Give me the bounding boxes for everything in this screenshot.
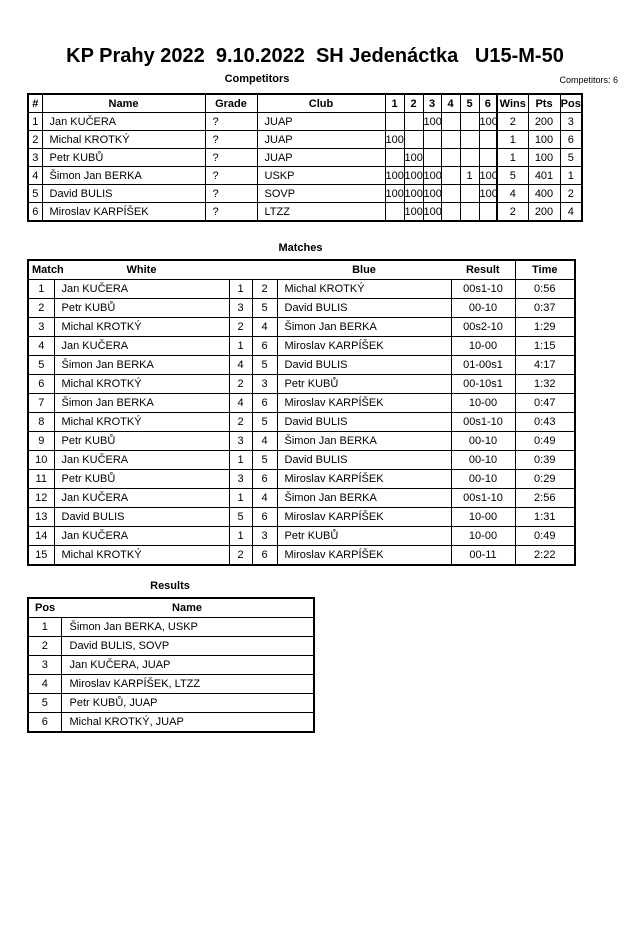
match-time: 0:43 (515, 413, 575, 432)
blue-number: 3 (252, 375, 277, 394)
result-row (28, 618, 314, 637)
match-row (28, 318, 575, 337)
blue-number: 5 (252, 356, 277, 375)
white-name: Jan KUČERA (54, 337, 229, 356)
match-row (28, 299, 575, 318)
score-cell: 100 (404, 167, 423, 185)
match-number: 10 (28, 451, 54, 470)
competitor-pos: 6 (560, 131, 582, 149)
competitor-pos: 4 (560, 203, 582, 222)
col-name: Name (42, 94, 205, 113)
competitor-pts: 100 (528, 149, 560, 167)
competitor-pos: 2 (560, 185, 582, 203)
white-number: 1 (229, 337, 252, 356)
competitor-club: SOVP (257, 185, 385, 203)
competitor-name: Miroslav KARPÍŠEK (42, 203, 205, 222)
result-row (28, 637, 314, 656)
match-number: 9 (28, 432, 54, 451)
competitor-name: David BULIS (42, 185, 205, 203)
score-cell (385, 149, 404, 167)
result-name: Michal KROTKÝ, JUAP (61, 713, 314, 733)
competitor-wins: 1 (497, 149, 528, 167)
match-result: 00s1-10 (451, 489, 515, 508)
match-row (28, 470, 575, 489)
competitor-number: 2 (28, 131, 42, 149)
competitors-section-heading: Competitors (224, 73, 290, 85)
results-header (28, 598, 314, 618)
score-cell (404, 131, 423, 149)
col-pos: Pos (28, 598, 61, 618)
score-cell (460, 113, 479, 131)
match-number: 6 (28, 375, 54, 394)
competitors-table (27, 93, 583, 222)
blue-number: 4 (252, 432, 277, 451)
blue-name: Petr KUBŮ (277, 527, 451, 546)
result-pos: 1 (28, 618, 61, 637)
competitors-header (28, 94, 582, 113)
white-number: 1 (229, 280, 252, 299)
col-grade: Grade (205, 94, 257, 113)
blue-number: 6 (252, 508, 277, 527)
match-time: 1:29 (515, 318, 575, 337)
competitor-number: 6 (28, 203, 42, 222)
match-time: 4:17 (515, 356, 575, 375)
result-pos: 6 (28, 713, 61, 733)
match-time: 0:49 (515, 432, 575, 451)
competitor-grade: ? (205, 203, 257, 222)
match-time: 0:29 (515, 470, 575, 489)
blue-number: 5 (252, 299, 277, 318)
score-cell: 100 (479, 185, 497, 203)
result-pos: 4 (28, 675, 61, 694)
col-score-2: 2 (404, 94, 423, 113)
match-row (28, 508, 575, 527)
competitor-name: Michal KROTKÝ (42, 131, 205, 149)
match-row (28, 394, 575, 413)
result-name: David BULIS, SOVP (61, 637, 314, 656)
match-number: 7 (28, 394, 54, 413)
blue-name: David BULIS (277, 356, 451, 375)
competitor-club: LTZZ (257, 203, 385, 222)
result-name: Petr KUBŮ, JUAP (61, 694, 314, 713)
competitor-number: 3 (28, 149, 42, 167)
white-name: Michal KROTKÝ (54, 413, 229, 432)
match-time: 0:39 (515, 451, 575, 470)
blue-number: 6 (252, 337, 277, 356)
match-number: 5 (28, 356, 54, 375)
match-result: 10-00 (451, 527, 515, 546)
score-cell: 100 (479, 113, 497, 131)
competitor-pts: 200 (528, 113, 560, 131)
match-result: 01-00s1 (451, 356, 515, 375)
competitor-number: 1 (28, 113, 42, 131)
match-time: 0:47 (515, 394, 575, 413)
col-blue: Blue (277, 260, 451, 280)
score-cell (423, 131, 441, 149)
match-number: 3 (28, 318, 54, 337)
white-name: Petr KUBŮ (54, 299, 229, 318)
competitor-row (28, 185, 582, 203)
score-cell (460, 203, 479, 222)
competitor-row (28, 131, 582, 149)
result-row (28, 656, 314, 675)
score-cell (479, 131, 497, 149)
match-time: 0:37 (515, 299, 575, 318)
score-cell (404, 113, 423, 131)
competitor-wins: 4 (497, 185, 528, 203)
score-cell (441, 167, 460, 185)
result-name: Miroslav KARPÍŠEK, LTZZ (61, 675, 314, 694)
competitor-grade: ? (205, 185, 257, 203)
match-result: 00-10 (451, 470, 515, 489)
col-score-5: 5 (460, 94, 479, 113)
col-result: Result (451, 260, 515, 280)
match-result: 00s1-10 (451, 280, 515, 299)
competitors-count: Competitors: 6 (559, 75, 618, 85)
col-time: Time (515, 260, 575, 280)
white-number: 1 (229, 527, 252, 546)
match-row (28, 432, 575, 451)
blue-name: Miroslav KARPÍŠEK (277, 337, 451, 356)
match-result: 10-00 (451, 394, 515, 413)
match-row (28, 280, 575, 299)
match-row (28, 375, 575, 394)
col-score-4: 4 (441, 94, 460, 113)
white-number: 1 (229, 489, 252, 508)
white-name: Michal KROTKÝ (54, 546, 229, 566)
score-cell: 100 (423, 203, 441, 222)
score-cell (460, 185, 479, 203)
score-cell: 100 (385, 185, 404, 203)
competitor-name: Šimon Jan BERKA (42, 167, 205, 185)
blue-name: David BULIS (277, 451, 451, 470)
col-name: Name (61, 598, 314, 618)
match-time: 0:49 (515, 527, 575, 546)
score-cell: 100 (404, 149, 423, 167)
competitor-grade: ? (205, 131, 257, 149)
blue-number: 3 (252, 527, 277, 546)
match-row (28, 337, 575, 356)
white-name: Petr KUBŮ (54, 432, 229, 451)
score-cell: 100 (385, 167, 404, 185)
matches-table (27, 259, 576, 566)
competitors-header-row (0, 72, 630, 87)
score-cell (423, 149, 441, 167)
match-number: 12 (28, 489, 54, 508)
white-name: Petr KUBŮ (54, 470, 229, 489)
score-cell (479, 203, 497, 222)
col-club: Club (257, 94, 385, 113)
white-name: Jan KUČERA (54, 489, 229, 508)
result-row (28, 713, 314, 733)
white-number: 4 (229, 394, 252, 413)
white-name: Michal KROTKÝ (54, 375, 229, 394)
match-row (28, 413, 575, 432)
score-cell: 100 (479, 167, 497, 185)
competitor-club: USKP (257, 167, 385, 185)
blue-number: 4 (252, 318, 277, 337)
match-time: 2:22 (515, 546, 575, 566)
competitor-wins: 2 (497, 203, 528, 222)
blue-name: David BULIS (277, 299, 451, 318)
white-name: Jan KUČERA (54, 527, 229, 546)
col-number: # (28, 94, 42, 113)
score-cell (385, 203, 404, 222)
blue-number: 4 (252, 489, 277, 508)
score-cell: 1 (460, 167, 479, 185)
page-title: KP Prahy 2022 9.10.2022 SH Jedenáctka U15-M-50 (66, 45, 564, 67)
score-cell: 100 (423, 167, 441, 185)
blue-number: 2 (252, 280, 277, 299)
match-result: 00-10 (451, 432, 515, 451)
match-number: 8 (28, 413, 54, 432)
result-pos: 3 (28, 656, 61, 675)
score-cell (441, 131, 460, 149)
competitor-grade: ? (205, 113, 257, 131)
match-time: 1:15 (515, 337, 575, 356)
match-result: 10-00 (451, 508, 515, 527)
blue-number: 5 (252, 413, 277, 432)
col-white: White (54, 260, 229, 280)
result-name: Šimon Jan BERKA, USKP (61, 618, 314, 637)
match-number: 4 (28, 337, 54, 356)
match-time: 1:32 (515, 375, 575, 394)
match-row (28, 527, 575, 546)
results-table (27, 597, 315, 733)
white-number: 2 (229, 546, 252, 566)
result-row (28, 694, 314, 713)
col-score-3: 3 (423, 94, 441, 113)
match-result: 00-11 (451, 546, 515, 566)
white-number: 4 (229, 356, 252, 375)
result-pos: 5 (28, 694, 61, 713)
blue-name: David BULIS (277, 413, 451, 432)
competitor-row (28, 203, 582, 222)
competitor-name: Petr KUBŮ (42, 149, 205, 167)
competitor-pts: 200 (528, 203, 560, 222)
competitor-row (28, 113, 582, 131)
score-cell (479, 149, 497, 167)
competitor-pts: 100 (528, 131, 560, 149)
match-result: 00s2-10 (451, 318, 515, 337)
white-number: 5 (229, 508, 252, 527)
match-row (28, 546, 575, 566)
white-number: 3 (229, 299, 252, 318)
col-blue-num (252, 260, 277, 280)
match-time: 0:56 (515, 280, 575, 299)
competitor-name: Jan KUČERA (42, 113, 205, 131)
white-name: Jan KUČERA (54, 451, 229, 470)
competitor-club: JUAP (257, 131, 385, 149)
white-name: Šimon Jan BERKA (54, 394, 229, 413)
competitor-row (28, 149, 582, 167)
blue-name: Miroslav KARPÍŠEK (277, 394, 451, 413)
blue-name: Šimon Jan BERKA (277, 318, 451, 337)
white-name: David BULIS (54, 508, 229, 527)
col-white-num (229, 260, 252, 280)
white-number: 2 (229, 375, 252, 394)
match-result: 00s1-10 (451, 413, 515, 432)
blue-name: Petr KUBŮ (277, 375, 451, 394)
match-number: 13 (28, 508, 54, 527)
blue-name: Miroslav KARPÍŠEK (277, 508, 451, 527)
score-cell (385, 113, 404, 131)
score-cell: 100 (423, 113, 441, 131)
col-match: Match (28, 260, 54, 280)
white-number: 3 (229, 470, 252, 489)
competitor-row (28, 167, 582, 185)
col-score-6: 6 (479, 94, 497, 113)
competitor-grade: ? (205, 167, 257, 185)
competitor-club: JUAP (257, 149, 385, 167)
competitor-number: 5 (28, 185, 42, 203)
match-result: 00-10 (451, 299, 515, 318)
score-cell (441, 113, 460, 131)
results-section-heading: Results (150, 580, 190, 592)
competitor-pts: 400 (528, 185, 560, 203)
match-time: 2:56 (515, 489, 575, 508)
white-name: Jan KUČERA (54, 280, 229, 299)
competitor-wins: 1 (497, 131, 528, 149)
match-number: 14 (28, 527, 54, 546)
competitor-pts: 401 (528, 167, 560, 185)
col-pts: Pts (528, 94, 560, 113)
matches-header (28, 260, 575, 280)
blue-name: Miroslav KARPÍŠEK (277, 546, 451, 566)
white-name: Michal KROTKÝ (54, 318, 229, 337)
col-wins: Wins (497, 94, 528, 113)
match-number: 1 (28, 280, 54, 299)
match-number: 2 (28, 299, 54, 318)
blue-name: Miroslav KARPÍŠEK (277, 470, 451, 489)
score-cell: 100 (404, 203, 423, 222)
match-result: 00-10s1 (451, 375, 515, 394)
blue-name: Šimon Jan BERKA (277, 489, 451, 508)
white-name: Šimon Jan BERKA (54, 356, 229, 375)
blue-name: Šimon Jan BERKA (277, 432, 451, 451)
score-cell (441, 203, 460, 222)
score-cell: 100 (385, 131, 404, 149)
score-cell (460, 131, 479, 149)
blue-number: 5 (252, 451, 277, 470)
score-cell (441, 149, 460, 167)
white-number: 1 (229, 451, 252, 470)
result-row (28, 675, 314, 694)
white-number: 3 (229, 432, 252, 451)
competitor-pos: 3 (560, 113, 582, 131)
col-pos: Pos (560, 94, 582, 113)
match-result: 00-10 (451, 451, 515, 470)
blue-number: 6 (252, 394, 277, 413)
match-result: 10-00 (451, 337, 515, 356)
match-row (28, 451, 575, 470)
match-row (28, 356, 575, 375)
competitor-club: JUAP (257, 113, 385, 131)
competitor-pos: 1 (560, 167, 582, 185)
score-cell (460, 149, 479, 167)
white-number: 2 (229, 413, 252, 432)
score-cell: 100 (423, 185, 441, 203)
competitor-number: 4 (28, 167, 42, 185)
matches-section-heading: Matches (278, 242, 323, 254)
match-time: 1:31 (515, 508, 575, 527)
match-number: 11 (28, 470, 54, 489)
match-number: 15 (28, 546, 54, 566)
competitor-grade: ? (205, 149, 257, 167)
score-cell (441, 185, 460, 203)
blue-number: 6 (252, 470, 277, 489)
competitor-pos: 5 (560, 149, 582, 167)
competitor-wins: 2 (497, 113, 528, 131)
score-cell: 100 (404, 185, 423, 203)
white-number: 2 (229, 318, 252, 337)
blue-name: Michal KROTKÝ (277, 280, 451, 299)
result-name: Jan KUČERA, JUAP (61, 656, 314, 675)
result-pos: 2 (28, 637, 61, 656)
competitor-wins: 5 (497, 167, 528, 185)
blue-number: 6 (252, 546, 277, 566)
col-score-1: 1 (385, 94, 404, 113)
match-row (28, 489, 575, 508)
